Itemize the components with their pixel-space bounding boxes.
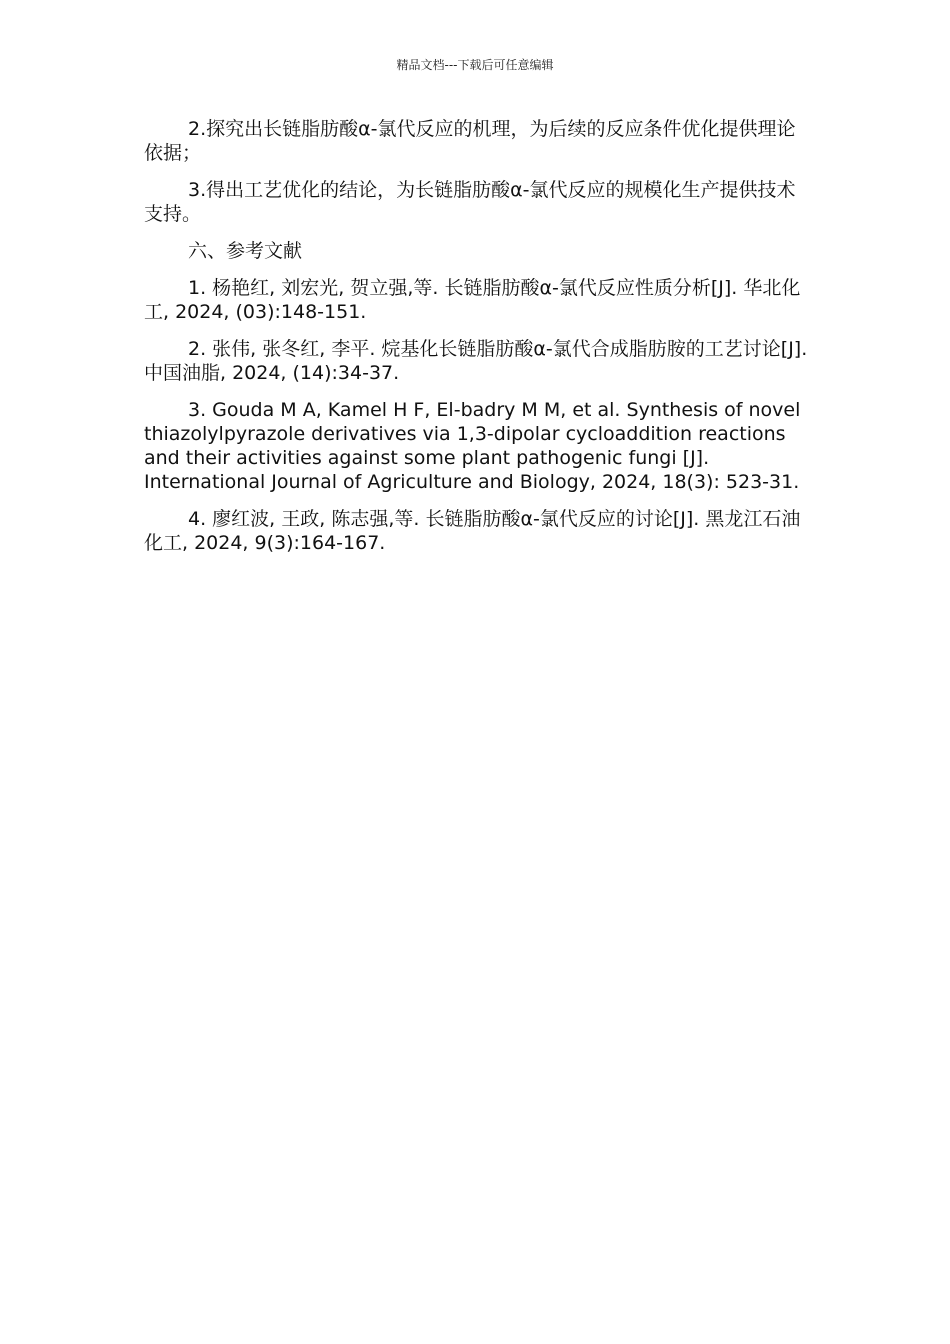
- reference-item-2: 2. 张伟, 张冬红, 李平. 烷基化长链脂肪酸α-氯代合成脂肪胺的工艺讨论[J]. 中国油脂, 2024, (14):34-37.: [144, 338, 808, 384]
- reference-item-4: 4. 廖红波, 王政, 陈志强,等. 长链脂肪酸α-氯代反应的讨论[J]. 黑龙江石油化工, 2024, 9(3):164-167.: [144, 508, 801, 554]
- reference-item-3: 3. Gouda M A, Kamel H F, El-badry M M, et al. Synthesis of novel thiazolylpyrazole derivatives via 1,3-dipolar cycloaddition reactions and their activities against some plant pathogenic fungi [J]. International Journal of Agriculture and Biology, 2024, 18(3): 523-31.: [144, 399, 801, 493]
- objective-paragraph-3: 3.得出工艺优化的结论，为长链脂肪酸α-氯代反应的规模化生产提供技术支持。: [144, 179, 796, 225]
- objective-paragraph-2: 2.探究出长链脂肪酸α-氯代反应的机理，为后续的反应条件优化提供理论依据；: [144, 118, 796, 164]
- references-heading: 六、参考文献: [188, 240, 303, 262]
- document-body: [144, 117, 808, 568]
- reference-item-1: 1. 杨艳红, 刘宏光, 贺立强,等. 长链脂肪酸α-氯代反应性质分析[J]. 华北化工, 2024, (03):148-151.: [144, 277, 801, 323]
- page-header: 精品文档---下载后可任意编辑: [396, 58, 554, 72]
